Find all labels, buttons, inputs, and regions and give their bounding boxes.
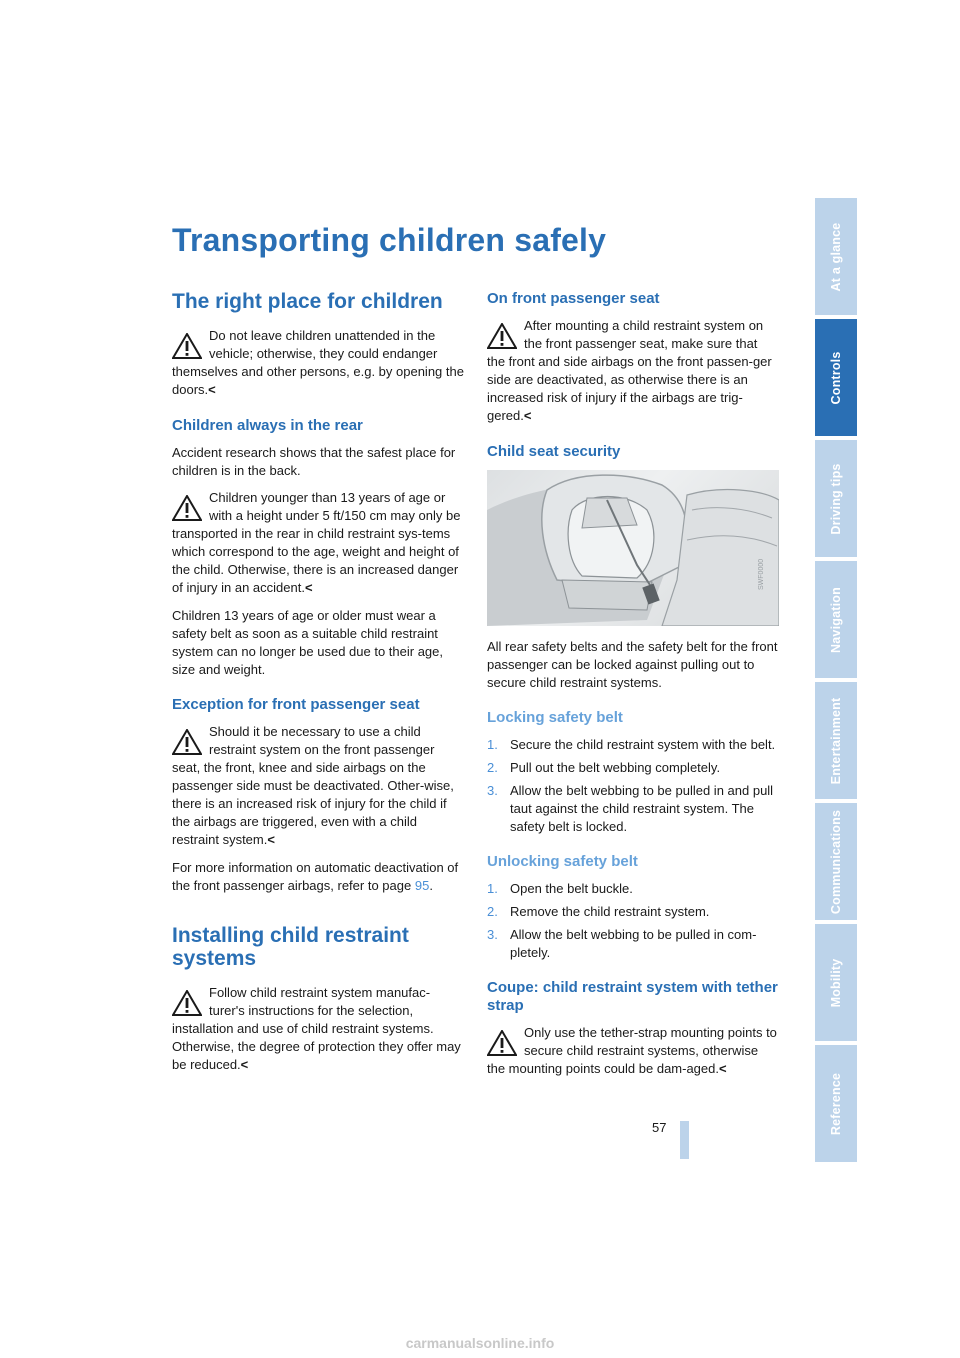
tab-entertainment[interactable] [815,682,857,799]
warning-triangle-icon [172,990,202,1016]
tab-driving-tips[interactable] [815,440,857,557]
tab-label: Mobility [829,958,843,1007]
warning-tether [487,1024,779,1078]
heading-locking: Locking safety belt [487,709,623,726]
warning-follow-instructions [172,984,464,1074]
warning-text: After mounting a child restraint system on the front passenger seat, make sure that the front and side airbags on the front passen-ger side are deactivated, as otherwise there is an increased risk of injury if the airbags are trig-gered. [487,318,772,423]
right-column [487,290,779,1088]
paragraph-research: Accident research shows that the safest place for children is in the back. [172,445,456,478]
step-text: Allow the belt webbing to be pulled in com-pletely. [510,927,757,960]
end-marker: < [208,382,216,397]
end-marker: < [240,1057,249,1072]
tab-controls[interactable] [815,319,857,436]
step-text: Remove the child restraint system. [510,904,710,919]
paragraph-rear-belts: All rear safety belts and the safety belt for the front passenger can be locked against pulling out to secure child restraint systems. [487,639,778,690]
step-number: 1. [487,737,498,752]
more-info-end: . [429,878,433,893]
heading-coupe-tether: Coupe: child restraint system with tether strap [487,979,778,1014]
list-item [487,903,779,921]
paragraph-over-13: Children 13 years of age or older must wear a safety belt as soon as a suitable child restraint system can no longer be used due to their age, size and weight. [172,608,444,677]
warning-text: Only use the tether-strap mounting points to secure child restraint systems, otherwise the mounting points could be dam-aged. [487,1025,777,1076]
end-marker: < [523,408,532,423]
list-item [487,926,779,962]
list-item [487,880,779,898]
list-item [487,736,779,754]
heading-right-place: The right place for children [172,290,443,313]
heading-front-seat: On front passenger seat [487,290,660,307]
tab-label: Communications [829,809,843,914]
step-number: 1. [487,881,498,896]
heading-installing: Installing child restraint systems [172,924,409,970]
warning-exception [172,723,464,849]
unlocking-steps [487,880,779,962]
step-number: 3. [487,783,498,798]
end-marker: < [267,832,275,847]
tab-navigation[interactable] [815,561,857,678]
warning-front-seat [487,317,779,425]
tab-label: Reference [829,1072,843,1135]
svg-text:SWF0000: SWF0000 [758,558,765,590]
heading-children-rear: Children always in the rear [172,417,363,434]
paragraph-more-info [172,859,464,895]
tab-label: Navigation [829,586,843,653]
left-column [172,290,464,1084]
step-text: Allow the belt webbing to be pulled in and pull taut against the child restraint system. The safety belt is locked. [510,783,774,834]
warning-under-13 [172,489,464,597]
child-seat-illustration [487,470,779,626]
list-item [487,759,779,777]
tab-at-a-glance[interactable] [815,198,857,315]
tab-communications[interactable] [815,803,857,920]
tab-label: Driving tips [829,462,843,535]
tab-label: Entertainment [829,697,843,784]
end-marker: < [304,580,313,595]
warning-unattended [172,327,464,399]
warning-triangle-icon [487,1030,517,1056]
page-marker-bar [680,1121,689,1159]
warning-triangle-icon [487,323,517,349]
chapter-tabs [815,198,857,1166]
end-marker: < [719,1061,727,1076]
warning-triangle-icon [172,495,202,521]
heading-exception: Exception for front passenger seat [172,696,420,713]
warning-triangle-icon [172,729,202,755]
warning-text: Follow child restraint system manufac-turer's instructions for the selection, installation and use of child restraint systems. Otherwise, the degree of protection they offer may be reduced. [172,985,461,1072]
page-title: Transporting children safely [172,222,607,258]
warning-text: Should it be necessary to use a child restraint system on the front passenger seat, the front, knee and side airbags on the passenger side must be deactivated. Other-wise, there is an increased risk of injury for the child if the airbags are triggered, even with a child restraint system. [172,724,454,847]
tab-label: Controls [829,351,843,404]
tab-label: At a glance [829,222,843,291]
watermark: carmanualsonline.info [405,1335,555,1351]
tab-mobility[interactable] [815,924,857,1041]
step-text: Secure the child restraint system with the belt. [510,737,776,752]
page-number: 57 [652,1120,667,1135]
more-info-text: For more information on automatic deactivation of the front passenger airbags, refer to page [172,860,459,893]
warning-triangle-icon [172,333,202,359]
locking-steps [487,736,779,836]
page-link-95[interactable]: 95 [414,878,430,893]
step-number: 2. [487,904,498,919]
list-item [487,782,779,836]
step-number: 3. [487,927,498,942]
step-number: 2. [487,760,498,775]
step-text: Open the belt buckle. [510,881,633,896]
heading-child-seat-security: Child seat security [487,443,621,460]
car-interior-illustration [487,470,779,626]
step-text: Pull out the belt webbing completely. [510,760,721,775]
warning-text: Children younger than 13 years of age or with a height under 5 ft/150 cm may only be transported in the rear in child restraint sys-tems which correspond to the age, weight and height of the child. Otherwise, there is an increased danger of injury in an accident. [172,490,461,595]
heading-unlocking: Unlocking safety belt [487,853,638,870]
warning-text: Do not leave children unattended in the vehicle; otherwise, they could endanger themselves and other persons, e.g. by opening the doors. [172,328,464,397]
tab-reference[interactable] [815,1045,857,1162]
